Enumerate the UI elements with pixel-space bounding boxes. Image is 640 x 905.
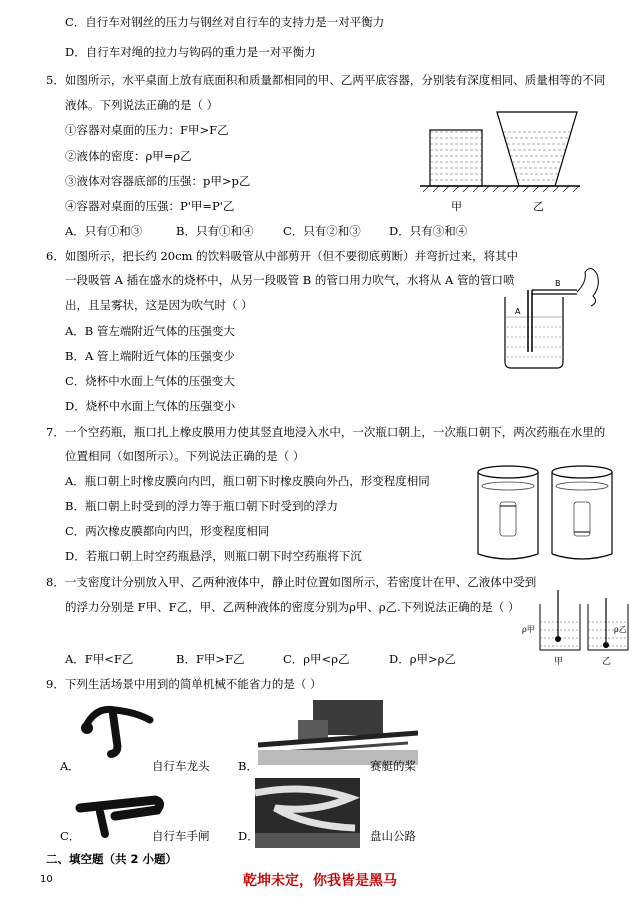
q8-stem-line2: 的浮力分别是 F甲、F乙，甲、乙两种液体的密度分别为ρ甲、ρ乙.下列说法正确的是（ ） [65,600,520,614]
q5-label-jia: 甲 [451,200,462,213]
q9-stem: 9．下列生活场景中用到的简单机械不能省力的是（ ） [46,677,322,691]
q5-item-3: ③液体对容器底部的压强：p甲>p乙 [65,174,251,188]
page-number: 10 [40,874,53,885]
q9-option-d-label: 盘山公路 [370,829,416,843]
q5-item-1: ①容器对桌面的压力：F甲>F乙 [65,123,229,137]
q5-option-d: D．只有③和④ [389,224,468,238]
q9-option-c-letter: C． [60,829,81,843]
q5-option-c: C．只有②和③ [283,224,361,238]
q6-stem-line3: 出，且呈雾状，这是因为吹气时（ ） [65,298,253,312]
q5-option-b: B．只有①和④ [176,224,254,238]
q6-stem-line2: 一段吸管 A 插在盛水的烧杯中，从另一段吸管 B 的管口用力吹气，水将从 A 管的管口喷 [65,273,515,287]
q6-option-b: B．A 管上端附近气体的压强变少 [65,349,235,363]
q7-jars-figure [472,464,622,564]
q9-option-a-letter: A． [60,759,80,773]
q7-stem-line1: 7．一个空药瓶，瓶口扎上橡皮膜用力使其竖直地浸入水中，一次瓶口朝上，一次瓶口朝下，两次药瓶在水里的 [46,425,606,439]
q7-option-c: C．两次橡皮膜都向内凹，形变程度相同 [65,524,270,538]
q8-option-a: A．F甲<F乙 [65,652,134,666]
q5-stem-line1: 5．如图所示，水平桌面上放有底面积和质量都相同的甲、乙两平底容器，分别装有深度相同、质量相等的不同 [46,73,606,87]
q8-option-d: D．ρ甲>ρ乙 [389,652,456,666]
footer-slogan: 乾坤未定，你我皆是黑马 [243,873,397,889]
q5-option-a: A．只有①和③ [65,224,143,238]
q7-option-b: B．瓶口朝上时受到的浮力等于瓶口朝下时受到的浮力 [65,499,338,513]
q8-label-yi: 乙 [602,657,612,667]
q8-hydrometer-figure [522,588,632,668]
q5-stem-line2: 液体。下列说法正确的是（ ） [65,98,219,112]
q5-containers-figure [415,108,585,218]
q8-option-b: B．F甲>F乙 [176,652,245,666]
q8-label-rho-yi: ρ乙 [614,625,627,634]
q9-option-d-letter: D． [238,829,259,843]
q8-label-rho-jia: ρ甲 [522,625,535,634]
option-d-prev: D．自行车对绳的拉力与钩码的重力是一对平衡力 [65,45,316,59]
q6-option-c: C．烧杯中水面上气体的压强变大 [65,374,235,388]
q8-stem-line1: 8．一支密度计分别放入甲、乙两种液体中，静止时位置如图所示，若密度计在甲、乙液体中受到 [46,575,537,589]
q6-stem-line1: 6．如图所示，把长约 20cm 的饮料吸管从中部剪开（但不要彻底剪断）并弯折过来，将其中 [46,249,519,263]
q6-option-d: D．烧杯中水面上气体的压强变小 [65,399,236,413]
mountain-road-image [255,778,360,848]
section-fill-in-blank-heading: 二、填空题（共 2 小题） [46,852,178,866]
q9-option-b-letter: B． [238,759,258,773]
q7-option-d: D．若瓶口朝上时空药瓶悬浮，则瓶口朝下时空药瓶将下沉 [65,549,362,563]
q9-option-b-label: 赛艇的桨 [370,759,416,773]
q7-stem-line2: 位置相同（如图所示）。下列说法正确的是（ ） [65,449,305,463]
q8-option-c: C．ρ甲<ρ乙 [283,652,350,666]
q6-option-a: A．B 管左端附近气体的压强变大 [65,324,235,338]
bicycle-handlebar-image [75,698,160,758]
q5-item-2: ②液体的密度：ρ甲=ρ乙 [65,149,192,163]
q6-label-b: B [555,279,561,288]
q8-label-jia: 甲 [554,657,564,667]
rowing-oar-image [258,695,418,765]
q6-label-a: A [515,307,521,316]
option-c-prev: C．自行车对钢丝的压力与钢丝对自行车的支持力是一对平衡力 [65,15,385,29]
q5-item-4: ④容器对桌面的压强：P'甲=P'乙 [65,199,235,213]
q7-option-a: A．瓶口朝上时橡皮膜向内凹，瓶口朝下时橡皮膜向外凸，形变程度相同 [65,474,430,488]
q9-option-a-label: 自行车龙头 [152,759,210,773]
q5-label-yi: 乙 [533,200,544,213]
q9-option-c-label: 自行车手闸 [152,829,210,843]
q6-beaker-figure [495,262,605,372]
